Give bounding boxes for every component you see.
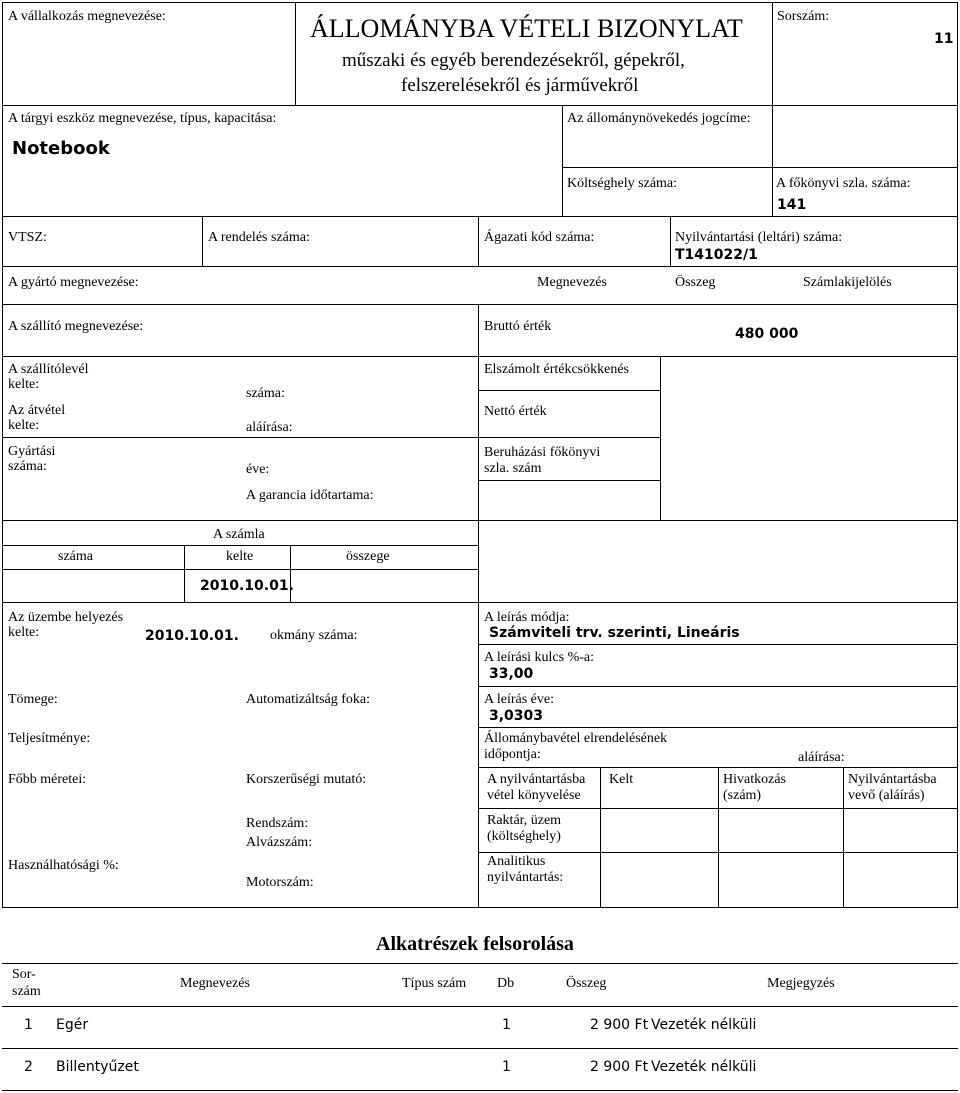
delivery-note-date-label: kelte:	[8, 377, 40, 392]
chassis-label: Alvázszám:	[246, 835, 313, 850]
receipt-label: Az átvétel	[8, 403, 66, 418]
dep-line	[478, 390, 660, 391]
recorder-signature-column: vevő (aláírás)	[848, 788, 925, 803]
maker-label: A gyártó megnevezése:	[8, 275, 139, 290]
invoice-date-value: 2010.10.01.	[200, 578, 294, 594]
gross-value-label: Bruttó érték	[484, 319, 552, 334]
recorder-column: Nyilvántartásba	[848, 772, 937, 787]
frame-left	[2, 2, 3, 907]
method-label: A leírás módja:	[484, 610, 570, 625]
vtsz-bottom	[2, 266, 958, 267]
cost-center-label: Költséghely száma:	[567, 176, 678, 191]
page-title: ÁLLOMÁNYBA VÉTELI BIZONYLAT	[310, 14, 743, 43]
parts-col-no: Sor-	[12, 967, 36, 982]
table-row-1-no: 1	[24, 1017, 33, 1033]
table-row-1-name: Egér	[56, 1017, 89, 1033]
depreciation-year-value: 3,0303	[489, 708, 544, 724]
amount-column-header: Összeg	[675, 275, 716, 290]
page-subtitle-2: felszerelésekről és járművekről	[401, 75, 639, 96]
record-label: A nyilvántartásba	[487, 772, 586, 787]
warranty-bottom	[2, 520, 958, 521]
storage-costcenter-label: (költséghely)	[487, 829, 561, 844]
method-value: Számviteli trv. szerinti, Lineáris	[489, 625, 740, 641]
parts-col-name: Megnevezés	[180, 976, 250, 991]
header-divider-right	[772, 2, 773, 216]
page-subtitle-1: műszaki és egyéb berendezésekről, gépekről,	[342, 50, 685, 71]
mfg-year-label: éve:	[246, 462, 270, 477]
invoice-number-column: száma	[58, 549, 93, 564]
record-ref-column: Hivatkozás	[723, 772, 786, 787]
parts-header-bottom	[2, 1006, 958, 1007]
parts-col-qty: Db	[497, 976, 515, 991]
rec-div2	[718, 767, 719, 907]
gross-value: 480 000	[735, 326, 799, 342]
invoice-col-line	[2, 569, 478, 570]
vtsz-div3	[670, 216, 671, 266]
invoice-right	[478, 520, 479, 602]
op-divider	[478, 602, 479, 907]
invoice-date-column: kelte	[226, 549, 254, 564]
asset-bottom-line	[2, 216, 958, 217]
start-date-label: kelte:	[8, 625, 40, 640]
record-date-column: Kelt	[609, 772, 634, 787]
table-row-2-qty: 1	[502, 1059, 511, 1075]
invest-label: Beruházási főkönyvi	[484, 445, 601, 460]
costcenter-line	[562, 167, 957, 168]
year-line	[478, 727, 957, 728]
name-column-header: Megnevezés	[537, 275, 607, 290]
table-row-1-note: Vezeték nélküli	[651, 1017, 757, 1033]
vtsz-div1	[202, 216, 203, 266]
performance-label: Teljesítménye:	[8, 731, 91, 746]
rate-label: A leírási kulcs %-a:	[484, 650, 595, 665]
mfg-label: Gyártási	[8, 444, 56, 459]
rec-div3	[843, 767, 844, 907]
ledger-value: 141	[777, 197, 807, 213]
header-bottom-line	[2, 105, 958, 106]
sector-code-label: Ágazati kód száma:	[484, 230, 595, 245]
document-number-label: okmány száma:	[270, 628, 358, 643]
order-signature-label: aláírása:	[798, 750, 845, 765]
storage-label: Raktár, üzem	[487, 813, 562, 828]
rate-line	[478, 686, 957, 687]
net-line	[478, 437, 660, 438]
order-number-label: A rendelés száma:	[208, 230, 310, 245]
account-column-header: Számlakijelölés	[803, 275, 892, 290]
parts-col-type: Típus szám	[402, 976, 467, 991]
dimensions-label: Főbb méretei:	[8, 772, 87, 787]
parts-top	[2, 963, 958, 964]
supplier-bottom	[2, 356, 478, 357]
parts-title: Alkatrészek felsorolása	[376, 933, 574, 955]
value-divider	[660, 356, 661, 520]
mfg-number-label: száma:	[8, 459, 47, 474]
start-date-value: 2010.10.01.	[145, 628, 239, 644]
table-row-2-no: 2	[24, 1059, 33, 1075]
serial-value: 11	[934, 31, 954, 47]
table-row-1-amount: 2 900 Ft	[590, 1017, 649, 1033]
inventory-label: Nyilvántartási (leltári) száma:	[675, 230, 843, 245]
modernity-label: Korszerűségi mutató:	[246, 772, 367, 787]
receipt-date-label: kelte:	[8, 418, 40, 433]
invoice-div1	[184, 545, 185, 602]
record-booking-label: vétel könyvelése	[487, 788, 581, 803]
frame-top	[2, 2, 958, 3]
parts-row1-bottom	[2, 1048, 958, 1049]
parts-row2-bottom	[2, 1090, 958, 1091]
order-time-label: Állománybavétel elrendelésének	[484, 731, 668, 746]
supplier-label: A szállító megnevezése:	[8, 319, 144, 334]
net-value-label: Nettó érték	[484, 404, 547, 419]
parts-col-no-2: szám	[12, 984, 41, 999]
frame-right	[957, 2, 958, 907]
invoice-heading-line	[2, 545, 478, 546]
middle-divider-top	[478, 304, 479, 520]
registration-label: Rendszám:	[246, 816, 309, 831]
invest-account-label: szla. szám	[484, 461, 542, 476]
table-row-2-note: Vezeték nélküli	[651, 1059, 757, 1075]
order-time-date-label: időpontja:	[484, 747, 541, 762]
receipt-signature-label: aláírása:	[246, 420, 293, 435]
serial-label: Sorszám:	[777, 9, 830, 24]
parts-col-note: Megjegyzés	[767, 976, 835, 991]
warranty-label: A garancia időtartama:	[246, 488, 374, 503]
table-row-2-amount: 2 900 Ft	[590, 1059, 649, 1075]
invoice-total-column: összege	[346, 549, 390, 564]
maker-bottom	[2, 304, 958, 305]
automation-label: Automatizáltság foka:	[246, 692, 371, 707]
weight-label: Tömege:	[8, 692, 58, 707]
depreciation-year-label: A leírás éve:	[484, 692, 554, 707]
inventory-value: T141022/1	[675, 247, 758, 263]
company-label: A vállalkozás megnevezése:	[8, 9, 166, 24]
parts-col-amount: Összeg	[566, 976, 607, 991]
rate-value: 33,00	[489, 666, 534, 682]
table-row-2-name: Billentyűzet	[56, 1059, 139, 1075]
asset-divider	[562, 105, 563, 216]
frame-bottom	[2, 907, 958, 908]
gross-bottom	[478, 356, 957, 357]
delivery-number-label: száma:	[246, 386, 285, 401]
asset-name-value: Notebook	[12, 138, 110, 159]
delivery-note-label: A szállítólevél	[8, 362, 89, 377]
usability-label: Használhatósági %:	[8, 858, 119, 873]
asset-name-label: A tárgyi eszköz megnevezése, típus, kapacitása:	[8, 111, 277, 126]
rec-div1	[600, 767, 601, 907]
vtsz-label: VTSZ:	[8, 230, 47, 245]
analytic-records-label: nyilvántartás:	[487, 870, 564, 885]
header-divider-left	[295, 2, 296, 105]
depreciation-label: Elszámolt értékcsökkenés	[484, 362, 630, 377]
invoice-bottom	[2, 602, 958, 603]
start-label: Az üzembe helyezés	[8, 610, 124, 625]
invoice-heading: A számla	[213, 527, 265, 542]
record-ref-number-column: (szám)	[723, 788, 762, 803]
method-line	[478, 644, 957, 645]
vtsz-div2	[478, 216, 479, 266]
receipt-line	[2, 437, 478, 438]
invest-line	[478, 480, 660, 481]
title-label: Az állománynövekedés jogcíme:	[567, 111, 751, 126]
ledger-label: A főkönyvi szla. száma:	[776, 176, 911, 191]
analytic-label: Analitikus	[487, 854, 546, 869]
table-row-1-qty: 1	[502, 1017, 511, 1033]
engine-label: Motorszám:	[246, 875, 314, 890]
